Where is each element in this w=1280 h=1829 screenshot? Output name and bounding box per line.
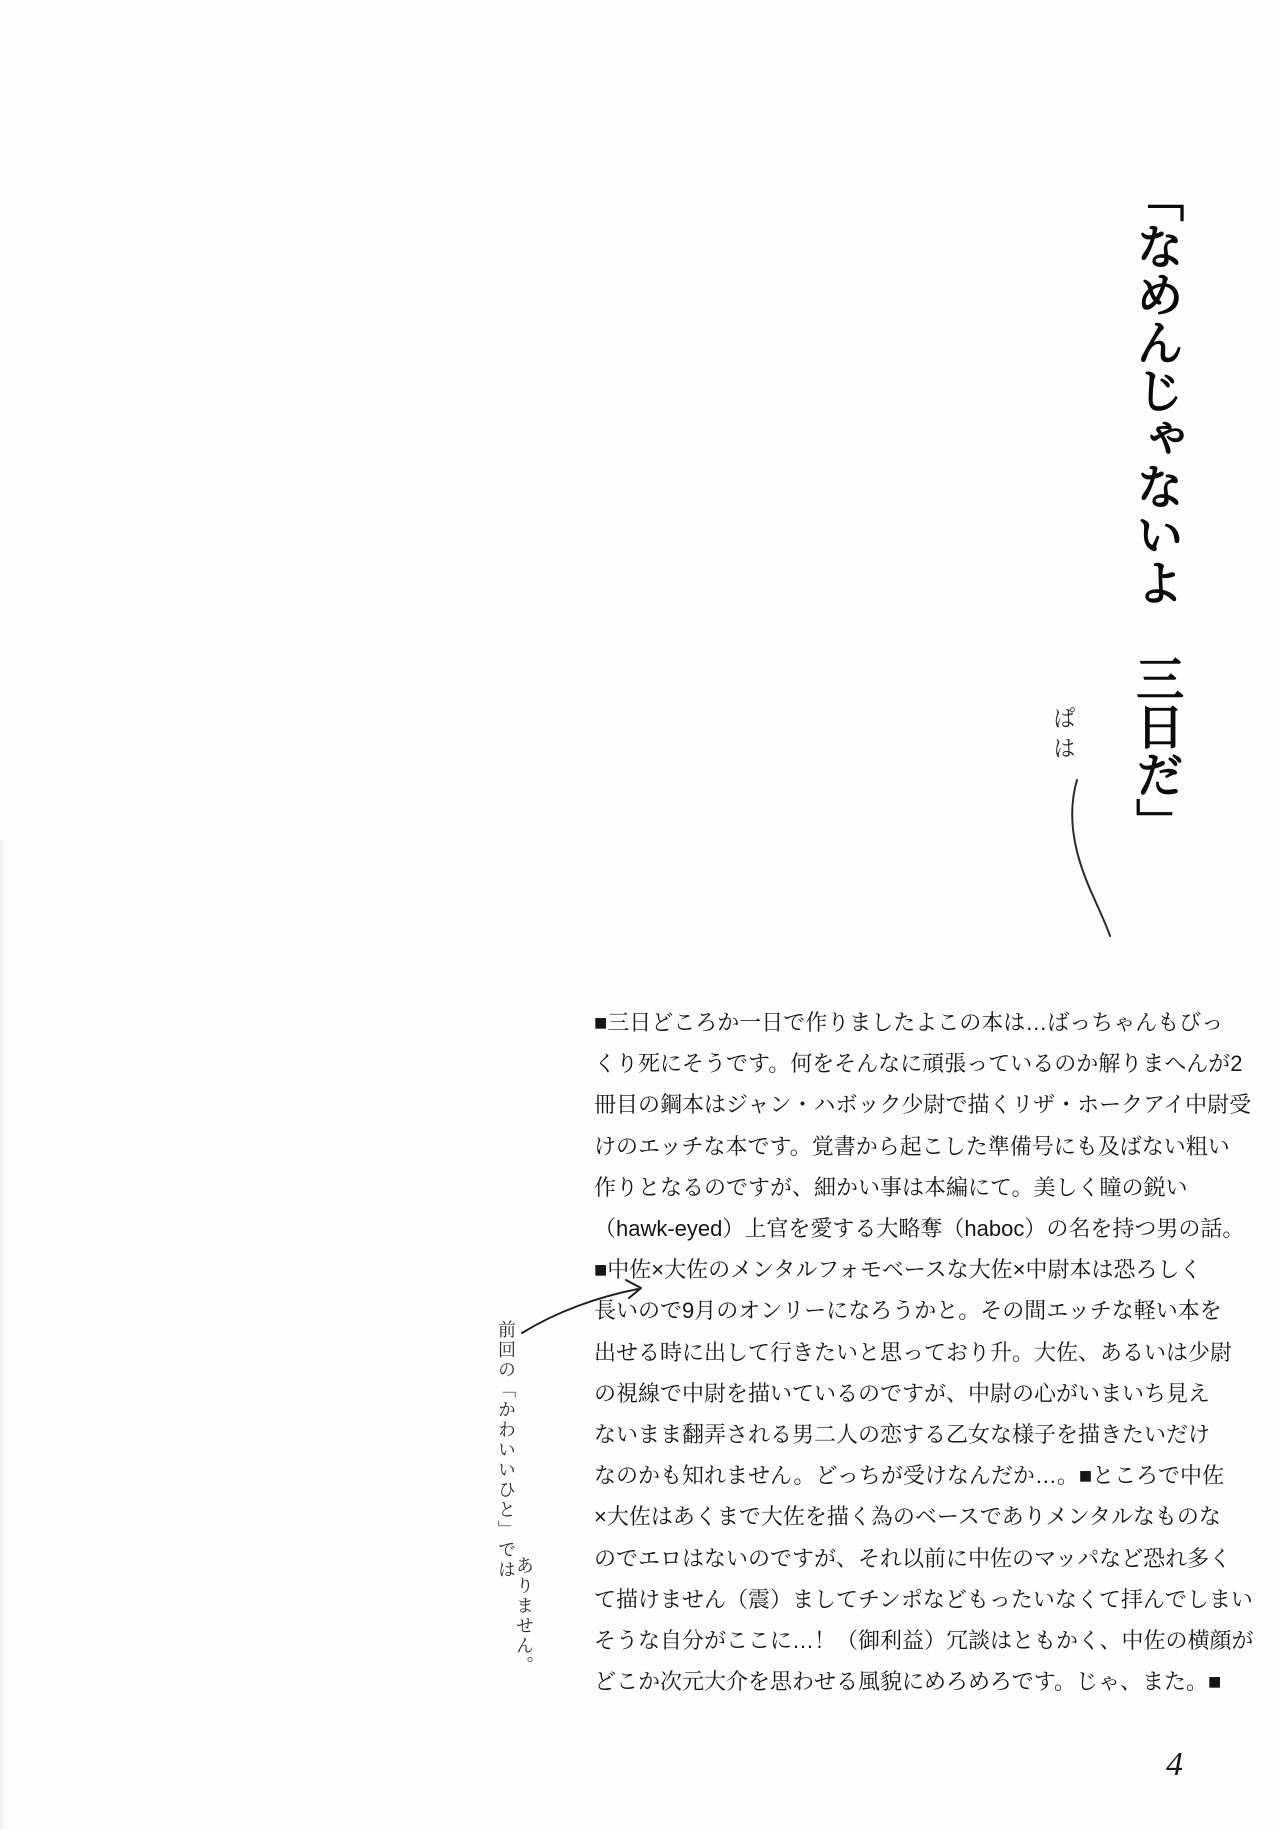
- afterword-line: ■三日どころか一日で作りましたよこの本は…ばっちゃんもびっ: [594, 1010, 1224, 1035]
- handwritten-margin-note-line2: ありません。: [513, 1556, 534, 1676]
- afterword-line: ないまま翻弄される男二人の恋する乙女な様子を描きたいだけ: [594, 1422, 1211, 1448]
- afterword-line: のでエロはないのですが、それ以前に中佐のマッパなど恐れ多く: [594, 1545, 1232, 1571]
- handwritten-paha-note: ぱは: [1049, 706, 1075, 766]
- afterword-line: 出せる時に出して行きたいと思っており升。大佐、あるいは少尉: [594, 1339, 1233, 1365]
- page-number: 4: [1166, 1746, 1183, 1783]
- afterword-line: 冊目の鋼本はジャン・ハボック少尉で描くリザ・ホークアイ中尉受: [594, 1092, 1252, 1118]
- afterword-line: ■中佐×大佐のメンタルフォモベースな大佐×中尉本は恐ろしく: [594, 1257, 1202, 1283]
- paha-flourish-stroke: [1072, 780, 1110, 936]
- afterword-line: そうな自分がここに…！（御利益）冗談はともかく、中佐の横顔が: [594, 1628, 1254, 1654]
- handwritten-margin-note-line1: 前回の「かわいいひと」では: [495, 1320, 516, 1580]
- afterword-line: なのかも知れません。どっちが受けなんだか…。■ところで中佐: [594, 1463, 1224, 1489]
- afterword-line: どこか次元大介を思わせる風貌にめろめろです。じゃ、また。■: [594, 1669, 1222, 1695]
- afterword-line: くり死にそうです。何をそんなに頑張っているのか解りまへんが2: [594, 1051, 1243, 1077]
- page-title-vertical: 「なめんじゃないよ 三日だ」: [1128, 174, 1182, 846]
- afterword-line: の視線で中尉を描いているのですが、中尉の心がいまいち見え: [594, 1380, 1211, 1406]
- scan-edge-shadow: [0, 840, 5, 1829]
- afterword-line: （hawk-eyed）上官を愛する大略奪（haboc）の名を持つ男の話。: [594, 1216, 1245, 1242]
- afterword-paragraph: [594, 1002, 1254, 1702]
- afterword-line: 長いので9月のオンリーになろうかと。その間エッチな軽い本を: [594, 1298, 1222, 1324]
- afterword-line: 作りとなるのですが、細かい事は本編にて。美しく瞳の鋭い: [594, 1174, 1188, 1200]
- afterword-line: けのエッチな本です。覚書から起こした準備号にも及ばない粗い: [594, 1133, 1230, 1159]
- afterword-line: ×大佐はあくまで大佐を描く為のベースでありメンタルなものな: [594, 1504, 1221, 1530]
- afterword-line: て描けません（震）ましてチンポなどもったいなくて拝んでしまい: [594, 1586, 1253, 1612]
